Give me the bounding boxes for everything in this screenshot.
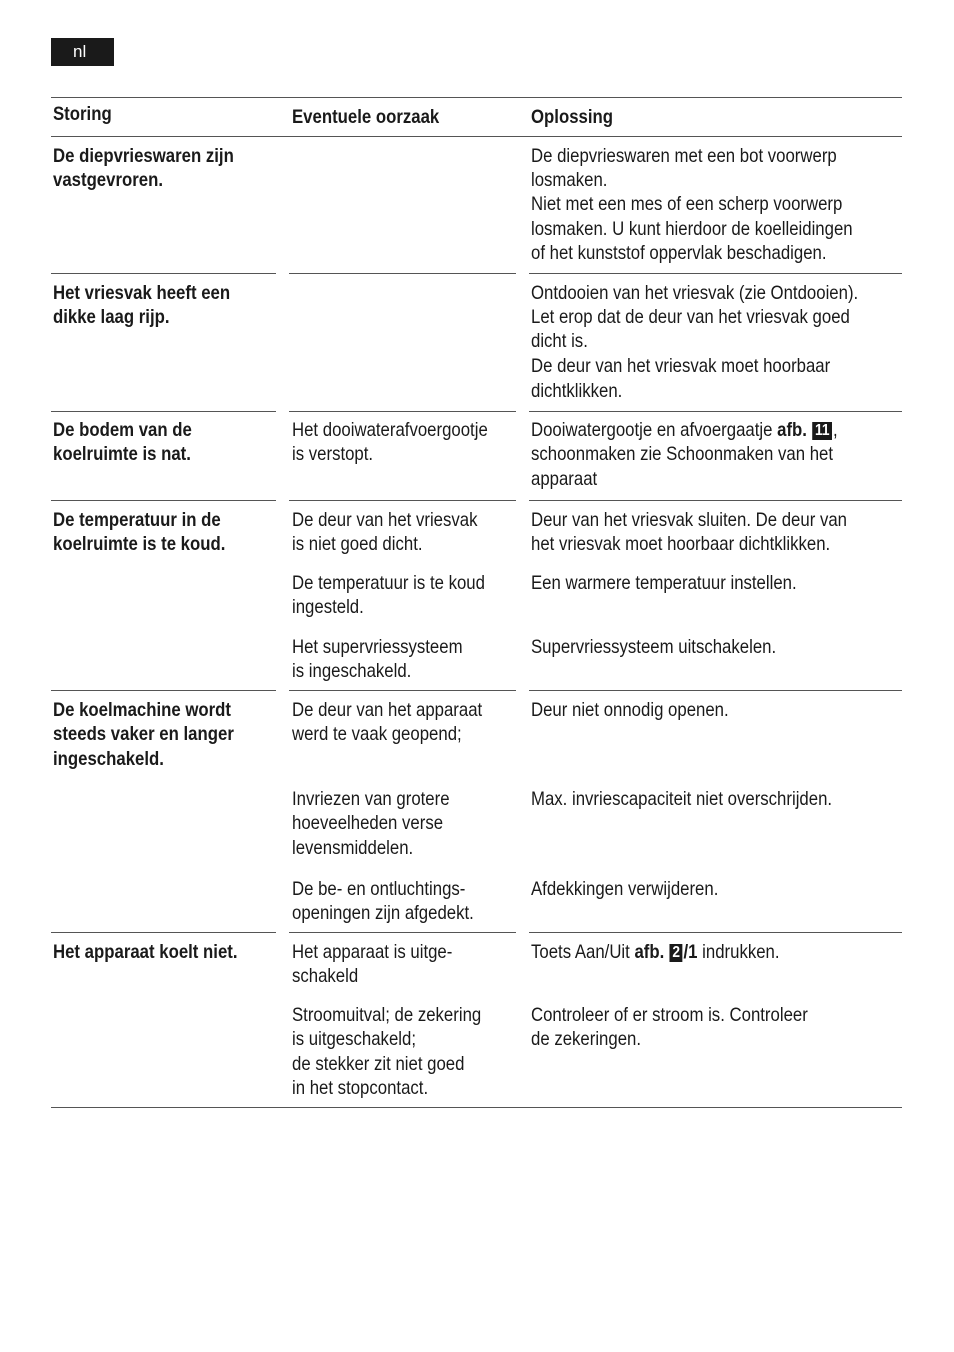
row-separator [51, 932, 276, 933]
row-separator [529, 273, 902, 274]
row4-oorzaak-line: De deur van het vriesvak [292, 509, 478, 531]
row1-oplossing-line: De diepvrieswaren met een bot voorwerp [531, 145, 837, 167]
row6-oplossing-line: Controleer of er stroom is. Controleer [531, 1004, 808, 1026]
row-separator [289, 273, 516, 274]
row-separator [529, 690, 902, 691]
row4-oorzaak-line: De temperatuur is te koud [292, 572, 485, 594]
row-separator [289, 932, 516, 933]
row-separator [529, 500, 902, 501]
row6-oplossing-line1 [531, 940, 780, 964]
row2-oplossing-line: dicht is. [531, 330, 588, 352]
header-oplossing: Oplossing [531, 106, 613, 128]
row2-oplossing-line: dichtklikken. [531, 380, 623, 402]
row5-oplossing-line: Max. invriescapaciteit niet overschrijden. [531, 788, 833, 810]
row-separator [51, 273, 276, 274]
oplossing-text: Dooiwatergootje en afvoergaatje [531, 419, 778, 441]
row6-oplossing-line: de zekeringen. [531, 1028, 642, 1050]
afb-label: afb. [777, 419, 807, 441]
row6-oorzaak-line: Het apparaat is uitge- [292, 941, 453, 963]
row2-oplossing-line: De deur van het vriesvak moet hoorbaar [531, 355, 831, 377]
row6-oorzaak-line: is uitgeschakeld; [292, 1028, 416, 1050]
row3-oorzaak-line: is verstopt. [292, 443, 374, 465]
row1-oplossing-line: losmaken. [531, 169, 608, 191]
table-bottom-rule [51, 1107, 902, 1108]
row2-storing-line: Het vriesvak heeft een [53, 282, 231, 304]
row1-oplossing-line: of het kunststof oppervlak beschadigen. [531, 242, 827, 264]
row3-storing-line: De bodem van de [53, 419, 192, 441]
row6-oorzaak-line: Stroomuitval; de zekering [292, 1004, 482, 1026]
row3-oplossing-line: apparaat [531, 468, 598, 490]
row3-storing-line: koelruimte is nat. [53, 443, 191, 465]
row4-storing-line: koelruimte is te koud. [53, 533, 226, 555]
row-separator [529, 411, 902, 412]
row3-oplossing-line1 [531, 418, 838, 442]
row5-oplossing-line: Deur niet onnodig openen. [531, 699, 729, 721]
row1-oplossing-line: Niet met een mes of een scherp voorwerp [531, 193, 843, 215]
row5-storing-line: ingeschakeld. [53, 748, 164, 770]
row4-oorzaak-line: is niet goed dicht. [292, 533, 423, 555]
row-separator [51, 690, 276, 691]
row3-oplossing-line: schoonmaken zie Schoonmaken van het [531, 443, 834, 465]
oplossing-suffix: , [833, 419, 838, 441]
row1-storing-line: De diepvrieswaren zijn [53, 145, 234, 167]
row-separator [289, 500, 516, 501]
row4-oorzaak-line: ingesteld. [292, 596, 364, 618]
row-separator [289, 690, 516, 691]
row4-oorzaak-line: is ingeschakeld. [292, 660, 412, 682]
row2-storing-line: dikke laag rijp. [53, 306, 170, 328]
row5-oorzaak-line: levensmiddelen. [292, 837, 414, 859]
row6-storing-line: Het apparaat koelt niet. [53, 941, 238, 963]
row4-oplossing-line: Supervriessysteem uitschakelen. [531, 636, 777, 658]
row5-oorzaak-line: hoeveelheden verse [292, 812, 444, 834]
row-separator [289, 411, 516, 412]
row-separator [529, 932, 902, 933]
row5-oorzaak-line: De be- en ontluchtings- [292, 878, 466, 900]
header-oorzaak: Eventuele oorzaak [292, 106, 440, 128]
row5-oorzaak-line: Invriezen van grotere [292, 788, 450, 810]
row-separator [51, 500, 276, 501]
row4-oorzaak-line: Het supervriessysteem [292, 636, 463, 658]
oplossing-text: Toets Aan/Uit [531, 941, 635, 963]
row6-oorzaak-line: in het stopcontact. [292, 1077, 429, 1099]
row5-storing-line: De koelmachine wordt [53, 699, 231, 721]
row5-oorzaak-line: werd te vaak geopend; [292, 723, 462, 745]
row5-oorzaak-line: De deur van het apparaat [292, 699, 483, 721]
row-separator [51, 411, 276, 412]
row4-oplossing-line: Deur van het vriesvak sluiten. De deur van [531, 509, 847, 531]
row2-oplossing-line: Ontdooien van het vriesvak (zie Ontdooien). [531, 282, 859, 304]
row2-oplossing-line: Let erop dat de deur van het vriesvak goed [531, 306, 850, 328]
row5-oplossing-line: Afdekkingen verwijderen. [531, 878, 719, 900]
figure-number-badge: 2 [670, 944, 683, 962]
row6-oorzaak-line: de stekker zit niet goed [292, 1053, 465, 1075]
row4-storing-line: De temperatuur in de [53, 509, 221, 531]
row4-oplossing-line: het vriesvak moet hoorbaar dichtklikken. [531, 533, 831, 555]
header-storing: Storing [53, 103, 112, 125]
row4-oplossing-line: Een warmere temperatuur instellen. [531, 572, 797, 594]
language-badge: nl [51, 38, 114, 66]
oplossing-suffix: indrukken. [697, 941, 780, 963]
row3-oorzaak-line: Het dooiwaterafvoergootje [292, 419, 488, 441]
row1-oplossing-line: losmaken. U kunt hierdoor de koelleidingen [531, 218, 853, 240]
row6-oorzaak-line: schakeld [292, 965, 359, 987]
row1-storing-line: vastgevroren. [53, 169, 163, 191]
row5-storing-line: steeds vaker en langer [53, 723, 234, 745]
header-bottom-rule [51, 136, 902, 137]
row5-oorzaak-line: openingen zijn afgedekt. [292, 902, 474, 924]
afb-label: afb. [634, 941, 665, 963]
table-top-rule [51, 97, 902, 98]
figure-number-badge: 11 [812, 422, 832, 440]
figure-item-ref: /1 [683, 941, 698, 963]
